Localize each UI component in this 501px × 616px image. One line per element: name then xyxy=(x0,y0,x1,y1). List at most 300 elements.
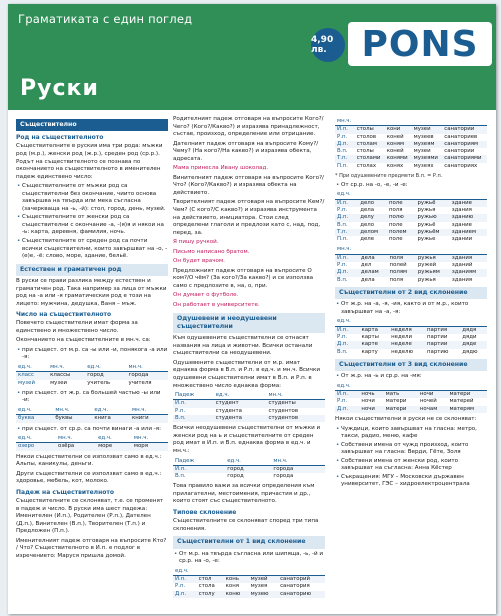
table-row xyxy=(16,372,168,380)
table-cell: музей xyxy=(18,379,35,386)
table-header xyxy=(249,568,278,576)
table-row xyxy=(173,583,325,590)
table-cell: города xyxy=(273,465,294,472)
paragraph-case: Съществителните се склоняват, т.е. се променят в падеж и число. В руски има шест падежа: Именителен (И.п.), Родителен (Р.п.), Дателен (Д.п.), Винителен (В.п.), Творителен (Т.п.) и Предложен (П.п.). xyxy=(16,498,164,535)
table-cell: ружья xyxy=(417,276,436,283)
table-cell: музей xyxy=(250,575,268,582)
table-header xyxy=(385,118,412,126)
table-header: мн.ч. xyxy=(56,435,96,443)
table-row xyxy=(335,269,487,276)
table-cell: И.п. xyxy=(175,575,186,582)
table-cell: музеям xyxy=(413,140,435,147)
table-cell: озёра xyxy=(58,443,75,450)
paragraph-dative: Дателният падеж отговаря на въпросите Кому?/Чему? (На кого?/На какво?) и изразява обекта, адресата. xyxy=(173,140,319,162)
table-cell: коню xyxy=(225,590,241,597)
table-cell: город xyxy=(227,473,244,480)
example-instrumental: Я пишу ручкой. xyxy=(173,239,219,246)
table-cell: неделе xyxy=(391,341,412,348)
table-header: ед.ч. xyxy=(335,318,359,326)
table-cell: зданиям xyxy=(451,269,477,276)
table-cell: зданию xyxy=(451,214,474,221)
list-item: • при същест. от м.р. са -ы или -и, понякога -а или -я: xyxy=(22,347,168,362)
table-cell: Р.п. xyxy=(337,398,348,405)
list-item: • Собствени имена от чужд произход, които завършват на гласна: Верди, Гёте, Золя xyxy=(341,442,487,457)
list-item: • От ж.р. на -а, -я, -ия, както и от м.р., които завършват на -а, -я: xyxy=(341,301,487,316)
table-cell: И.п. xyxy=(337,326,348,333)
table-cell: санаториев xyxy=(444,133,478,140)
cover-header xyxy=(8,4,496,110)
table-cell: санатории xyxy=(444,126,475,133)
list-item: • От ж.р. на -ь и ср.р. на -мя: xyxy=(341,373,487,381)
table-row xyxy=(335,199,487,207)
table-cell: столами xyxy=(356,155,381,162)
table-cell: столов xyxy=(356,133,377,140)
table-cell: дело xyxy=(360,221,375,228)
table-cell: ружей xyxy=(417,262,437,269)
table-cell: ночи xyxy=(361,398,375,405)
section-heading-number: Число на съществителното xyxy=(16,311,112,319)
table-header xyxy=(415,191,449,199)
table-cell: музеями xyxy=(413,155,438,162)
list-item: • Съкращения: МГУ – Московски държавен университет, ГЭС – хидроелектроцентрала xyxy=(341,474,487,489)
table-header: ед.ч. xyxy=(335,383,359,391)
table-header xyxy=(224,568,249,576)
table-row xyxy=(335,262,487,269)
table-cell: матери xyxy=(385,405,407,412)
table-cell: ружья xyxy=(417,206,436,213)
table-cell: учителя xyxy=(128,379,152,386)
table-cell: Д.п. xyxy=(337,341,349,348)
table-header: ед.ч. xyxy=(214,392,267,400)
list-item: • От ср.р. на -о, -е, -и -е: xyxy=(341,182,487,190)
table-cell: полям xyxy=(389,269,408,276)
table-cell: санатории xyxy=(444,148,475,155)
table-cell: студентов xyxy=(268,407,298,414)
table-row xyxy=(335,406,487,413)
table-cell: П.п. xyxy=(337,236,349,243)
table-cell: ночей xyxy=(419,398,437,405)
footnote-1: * При одушевените предмети В.п. = Р.п. xyxy=(335,173,443,180)
table-cell: книги xyxy=(132,415,149,422)
table-cell: Р.п. xyxy=(337,333,348,340)
table-cell: неделя xyxy=(391,326,412,333)
table-cell: море xyxy=(98,443,113,450)
table-cell: поля xyxy=(389,276,404,283)
table-cell: классы xyxy=(50,372,71,379)
table-cell: столы xyxy=(356,148,374,155)
table-row xyxy=(335,334,487,341)
table-header: ед.ч. xyxy=(16,407,53,415)
table-cell: делом xyxy=(360,228,379,235)
example-prepositional-2: Он работает в университете. xyxy=(173,302,260,309)
paragraph-inanimate-2: Това правило важи за всички определения към прилагателни, местоимения, причастия и др., които стоят със съществителното. xyxy=(173,483,315,505)
number-table-2 xyxy=(16,407,168,423)
table-cell: В.п. xyxy=(337,221,348,228)
table-header: Падеж xyxy=(173,392,214,400)
table-row xyxy=(335,349,487,356)
table-row xyxy=(335,134,487,141)
table-cell: матерей xyxy=(449,398,474,405)
table-cell: дело xyxy=(360,199,375,206)
table-row xyxy=(335,277,487,284)
table-cell: недели xyxy=(391,333,412,340)
table-cell: полю xyxy=(388,214,404,221)
table-header: мн.ч. xyxy=(53,407,92,415)
table-cell: делу xyxy=(360,214,374,221)
list-item: • Чуждици, които завършват на гласна: метро, такси, радио, меню, кафе xyxy=(341,426,487,441)
table-cell: ружьям xyxy=(417,269,440,276)
table-row xyxy=(16,443,168,451)
table-row xyxy=(335,207,487,214)
table-cell: карту xyxy=(361,348,378,355)
table-header: мн.ч. xyxy=(130,407,168,415)
table-row xyxy=(335,236,487,243)
section-heading-gender: Род на съществителното xyxy=(16,134,104,142)
example-dative: Мама принесла Ивану шоколад. xyxy=(173,165,269,172)
section-bar-decl-1: Съществителни от 1 вид склонение xyxy=(173,536,325,548)
table-cell: Р.п. xyxy=(337,206,348,213)
paragraph-gender: Съществителните в руския има три рода: мъжки род (м.р.), женски род (ж.р.), среден род (ср.р.). Родът на съществителното се познава по окончанието на съществителното в именителен падеж единствено число: xyxy=(16,143,163,180)
table-header xyxy=(358,191,387,199)
table-row xyxy=(173,415,325,422)
number-list-2 xyxy=(16,390,168,405)
paragraph-number-2: Някои съществителни се използват само в ед.ч.: Альпы, каникулы, деньги. xyxy=(16,453,162,468)
table-header: мн.ч. xyxy=(335,246,359,254)
table-cell: Р.п. xyxy=(337,262,348,269)
table-header xyxy=(355,118,385,126)
table-cell: Р.п. xyxy=(175,583,186,590)
table-cell: карта xyxy=(361,326,378,333)
table-row xyxy=(335,222,487,229)
table-row xyxy=(173,591,325,598)
table-header xyxy=(197,568,224,576)
table-cell: поля xyxy=(389,254,404,261)
table-row xyxy=(335,155,487,162)
table-cell: Р.п. xyxy=(175,407,186,414)
paragraph-number-1: Окончанието на съществителните в мн.ч. са: xyxy=(16,337,151,344)
table-cell: город xyxy=(87,372,104,379)
table-header xyxy=(359,318,389,326)
table-cell: санаториям xyxy=(444,140,479,147)
paragraph-inanimate: Всички неодушевени съществителни от мъжки и женски род на ь и съществителните от среден род имат в И.п. и В.п. еднаква форма в ед.ч. и мн.ч.: xyxy=(173,425,321,454)
example-instrumental-3: Он будет врачом. xyxy=(173,258,225,265)
decl1-table xyxy=(173,568,325,598)
table-header xyxy=(425,318,460,326)
table-header: мн.ч. xyxy=(127,364,168,372)
table-header: ед.ч. xyxy=(225,458,271,466)
book-cover xyxy=(8,4,496,614)
paragraph-indeclinable: Някои съществителни в руски не се склоняват: xyxy=(335,415,477,422)
table-cell: ружьё xyxy=(417,221,436,228)
neut-pl-table xyxy=(335,246,487,283)
table-cell: поле xyxy=(388,199,403,206)
table-cell: зданий xyxy=(451,262,473,269)
decl2-table xyxy=(335,318,487,355)
table-cell: партия xyxy=(427,326,448,333)
table-cell: музеи xyxy=(413,148,431,155)
list-item: • при същест. от ж.р. са большей частью -ы или -и: xyxy=(22,390,168,405)
table-cell: санаториями xyxy=(444,155,482,162)
paragraph-gender-gram: В руски се прави разлика между естествен и граматичен род. Така например за лица от мъжки род на -а или -я граматическия род е този на лицето: мужчина, дедушка, Ваня – мъж. xyxy=(16,278,167,307)
series-subtitle: Граматиката с един поглед xyxy=(18,12,193,26)
table-cell: студента xyxy=(215,415,242,422)
table-row xyxy=(173,408,325,415)
table-cell: учитель xyxy=(87,379,111,386)
table-cell: дела xyxy=(360,254,375,261)
table-row xyxy=(173,473,325,480)
table-row xyxy=(335,214,487,221)
section-bar-decl-2: Съществителни от 2 вид склонение xyxy=(335,287,487,299)
table-cell: коней xyxy=(386,133,404,140)
table-cell: класс xyxy=(18,372,34,379)
table-cell: ночь xyxy=(361,391,375,398)
table-cell: Д.п. xyxy=(337,140,349,147)
table-header xyxy=(418,383,448,391)
table-cell: ружье xyxy=(417,236,436,243)
inanimate-table xyxy=(173,458,325,481)
paragraph-prepositional: Предложният падеж отговаря на въпросите О ком?/О чём? (За кого?/За какво?) и се използва само с предлозите в, на, о, при. xyxy=(173,267,314,289)
table-cell: студентов xyxy=(268,415,298,422)
list-item: • От м.р. на твърда съгласна или шипяща, -ь, -й и ср.р. на -о, -е: xyxy=(179,551,325,566)
table-header: мн.ч. xyxy=(335,118,355,126)
table-cell: озеро xyxy=(18,443,35,450)
table-header xyxy=(388,246,416,254)
table-cell: буква xyxy=(18,415,35,422)
brand-name: PONS xyxy=(361,23,479,65)
table-row xyxy=(335,254,487,262)
table-cell: И.п. xyxy=(175,465,186,472)
table-header xyxy=(278,568,325,576)
table-cell: ружьё xyxy=(417,199,436,206)
table-header: ед.ч. xyxy=(335,191,358,199)
section-bar-noun: Съществително xyxy=(16,119,168,131)
indeclinable-list xyxy=(335,426,487,489)
section-bar-animate: Одушевени и неодушевени съществителни xyxy=(173,313,325,334)
paragraph-case-2: Именителният падеж отговаря на въпросите Кто? / Что? Съществителното в И.п. е подлог в изречението: Маруся пришла домой. xyxy=(16,537,167,559)
paragraph-accusative: Винителният падеж отговаря на въпросите Кого?/Что? (Кого?/Какво?) и изразява обекта на действието. xyxy=(173,174,324,196)
table-cell: поле xyxy=(388,236,403,243)
table-header xyxy=(442,118,487,126)
table-cell: музеев xyxy=(413,133,434,140)
table-header: мн.ч. xyxy=(48,364,85,372)
table-cell: И.п. xyxy=(175,400,186,407)
table-cell: партии xyxy=(427,333,448,340)
table-cell: здания xyxy=(451,206,472,213)
table-cell: здании xyxy=(451,236,473,243)
table-header xyxy=(387,191,415,199)
table-cell: стола xyxy=(198,583,215,590)
decl3-table xyxy=(335,383,487,413)
table-header: ед.ч. xyxy=(85,364,126,372)
list-item: • Съществителните от среден род са почти всички съществителни, които завършват на -о, -(е)е, -ё: слово, море, здание, бельё. xyxy=(22,238,168,261)
table-row xyxy=(335,141,487,148)
table-row xyxy=(335,163,487,170)
section-bar-decl-3: Съществителни от 3 вид склонение xyxy=(335,359,487,371)
table-cell: стол xyxy=(198,575,212,582)
table-cell: музею xyxy=(250,590,269,597)
table-cell: коням xyxy=(386,140,405,147)
table-cell: здание xyxy=(451,199,472,206)
table-header xyxy=(412,118,443,126)
table-cell: В.п. xyxy=(337,148,348,155)
animate-table xyxy=(173,392,325,422)
table-cell: полей xyxy=(389,262,407,269)
table-cell: дела xyxy=(360,206,375,213)
table-cell: санаторию xyxy=(280,590,312,597)
table-cell: делам xyxy=(360,269,379,276)
table-cell: дела xyxy=(360,276,375,283)
table-cell: И.п. xyxy=(337,126,348,133)
table-row xyxy=(16,415,168,423)
table-cell: санаториях xyxy=(444,162,478,169)
decl1-plural-table xyxy=(335,118,487,170)
table-row xyxy=(335,398,487,405)
table-header: ед.ч. xyxy=(16,435,56,443)
table-cell: книга xyxy=(94,415,111,422)
table-header xyxy=(447,383,487,391)
table-cell: город xyxy=(227,465,244,472)
section-bar-gender-gram: Естествен и граматичен род xyxy=(16,264,168,276)
paragraph-number-3: Други съществителни се използват само в ед.ч.: здоровье, мебель, кот, молоко. xyxy=(16,470,162,485)
table-cell: В.п. xyxy=(337,276,348,283)
list-item: • Съществителните от мъжки род са съществителни без окончание, чиито основа завършва на твърда или мека съгласна (зачеркваща на -ь, -й): стол, город, день, музей. xyxy=(22,183,168,213)
table-row xyxy=(335,229,487,236)
table-header xyxy=(416,246,450,254)
table-cell: моря xyxy=(133,443,148,450)
table-cell: столам xyxy=(356,140,377,147)
table-cell: поле xyxy=(388,221,403,228)
column-1 xyxy=(16,116,168,562)
table-cell: санаторий xyxy=(280,575,311,582)
table-header xyxy=(450,191,487,199)
table-cell: Д.п. xyxy=(337,269,349,276)
list-item: • Собствени имена от женски род, които завършват на съгласна: Анна Кёстер xyxy=(341,458,487,473)
table-cell: ружья xyxy=(417,254,436,261)
paragraph-animate-2: Одушевените съществителни от м.р. имат еднаква форма в В.п. и Р.п. в ед.ч. и мн.ч. Всички одушевени съществителни имат в В.п. и Р.п. в множествено число еднаква форма: xyxy=(173,359,320,389)
section-heading-case: Падеж на съществителното xyxy=(16,488,114,496)
table-header xyxy=(450,246,487,254)
table-cell: поля xyxy=(388,206,403,213)
table-cell: И.п. xyxy=(337,254,348,261)
list-item: • при същест. от ср.р. са почти винаги -а или -я: xyxy=(22,426,168,434)
table-header xyxy=(460,318,487,326)
table-cell: здания xyxy=(451,276,473,283)
table-cell: дядя xyxy=(462,326,477,333)
decl3-list xyxy=(335,373,487,381)
table-cell: мать xyxy=(385,391,400,398)
table-cell: буквы xyxy=(55,415,73,422)
table-header: мн.ч. xyxy=(267,392,325,400)
table-cell: И.п. xyxy=(337,391,348,398)
neut-list xyxy=(335,182,487,190)
decl2-list xyxy=(335,301,487,316)
table-cell: партию xyxy=(427,348,449,355)
table-cell: В.п. xyxy=(175,415,186,422)
table-cell: студент xyxy=(215,400,239,407)
table-cell: полем xyxy=(388,228,407,235)
table-cell: деле xyxy=(360,236,375,243)
table-cell: Д.п. xyxy=(337,405,349,412)
table-cell: ружьём xyxy=(417,228,440,235)
table-row xyxy=(335,148,487,155)
table-header xyxy=(389,318,425,326)
paragraph-instrumental: Творителният падеж отговаря на въпросите Кем?/Чем? (С кого?/С какво?) и изразява инструмента на действието, инициатора. Стои след определени глаголи и предлози като с, над, под, перед, за. xyxy=(173,199,325,236)
decl1-list xyxy=(173,551,325,566)
table-cell: П.п. xyxy=(337,162,349,169)
table-cell: дяди xyxy=(462,333,477,340)
column-2 xyxy=(173,116,325,601)
table-cell: карте xyxy=(361,341,378,348)
list-item: • Съществителните от женски род са съществителни с окончание -а, -(я)я и някои на -ь: карта, деревня, фамилия, ночь. xyxy=(22,214,168,237)
table-cell: дел xyxy=(360,262,372,269)
table-cell: карты xyxy=(361,333,379,340)
table-cell: конях xyxy=(386,162,404,169)
table-cell: ночам xyxy=(419,405,438,412)
table-cell: В.п. xyxy=(175,473,186,480)
table-row xyxy=(173,400,325,408)
table-cell: И.п. xyxy=(337,199,348,206)
paragraph-number: Повечето съществителни имат форма за единствено и множествено число. xyxy=(16,320,138,334)
table-cell: коня xyxy=(225,583,239,590)
table-cell: конями xyxy=(386,155,408,162)
pons-logo xyxy=(348,22,492,66)
table-row xyxy=(335,341,487,348)
table-row xyxy=(16,380,168,387)
example-prepositional: Он думает о футболе. xyxy=(173,292,239,299)
table-cell: Д.п. xyxy=(337,214,349,221)
table-cell: студента xyxy=(215,407,242,414)
table-cell: города xyxy=(273,473,294,480)
table-cell: столы xyxy=(356,126,374,133)
neut-sg-table xyxy=(335,191,487,243)
table-cell: Д.п. xyxy=(175,590,187,597)
number-list-1 xyxy=(16,347,168,362)
price-badge: 4,90 лв. xyxy=(311,28,345,62)
table-cell: матерям xyxy=(449,405,475,412)
table-header: ед.ч. xyxy=(92,407,130,415)
page-title: Руски xyxy=(20,76,99,101)
table-header: ед.ч. xyxy=(16,364,48,372)
table-row xyxy=(173,575,325,583)
gender-list xyxy=(16,183,168,260)
paragraph-declension: Съществителните се склоняват според три типа склонения. xyxy=(173,518,319,532)
table-cell: Т.п. xyxy=(337,228,348,235)
paragraph-animate: Към одушевените съществителни се отнасят названия на лица и животни. Всички останали съществителни са неодушевени. xyxy=(173,335,313,357)
number-table-1 xyxy=(16,364,168,387)
table-cell: зданием xyxy=(451,228,477,235)
table-cell: матери xyxy=(449,391,471,398)
table-header xyxy=(384,383,418,391)
cover-body xyxy=(8,110,496,614)
table-row xyxy=(335,126,487,134)
table-cell: города xyxy=(128,372,149,379)
number-list-3 xyxy=(16,426,168,434)
table-cell: партии xyxy=(427,341,448,348)
number-table-3 xyxy=(16,435,168,451)
table-cell: музеях xyxy=(413,162,434,169)
column-3 xyxy=(335,116,487,490)
table-header: ед.ч. xyxy=(96,435,132,443)
table-cell: столу xyxy=(198,590,215,597)
table-cell: ночи xyxy=(419,391,434,398)
table-cell: коней xyxy=(386,148,404,155)
table-cell: дядю xyxy=(462,348,478,355)
table-cell: ружью xyxy=(417,214,437,221)
table-cell: В.п. xyxy=(337,348,348,355)
table-row xyxy=(173,465,325,473)
table-cell: ночи xyxy=(361,405,375,412)
table-cell: дяде xyxy=(462,341,477,348)
